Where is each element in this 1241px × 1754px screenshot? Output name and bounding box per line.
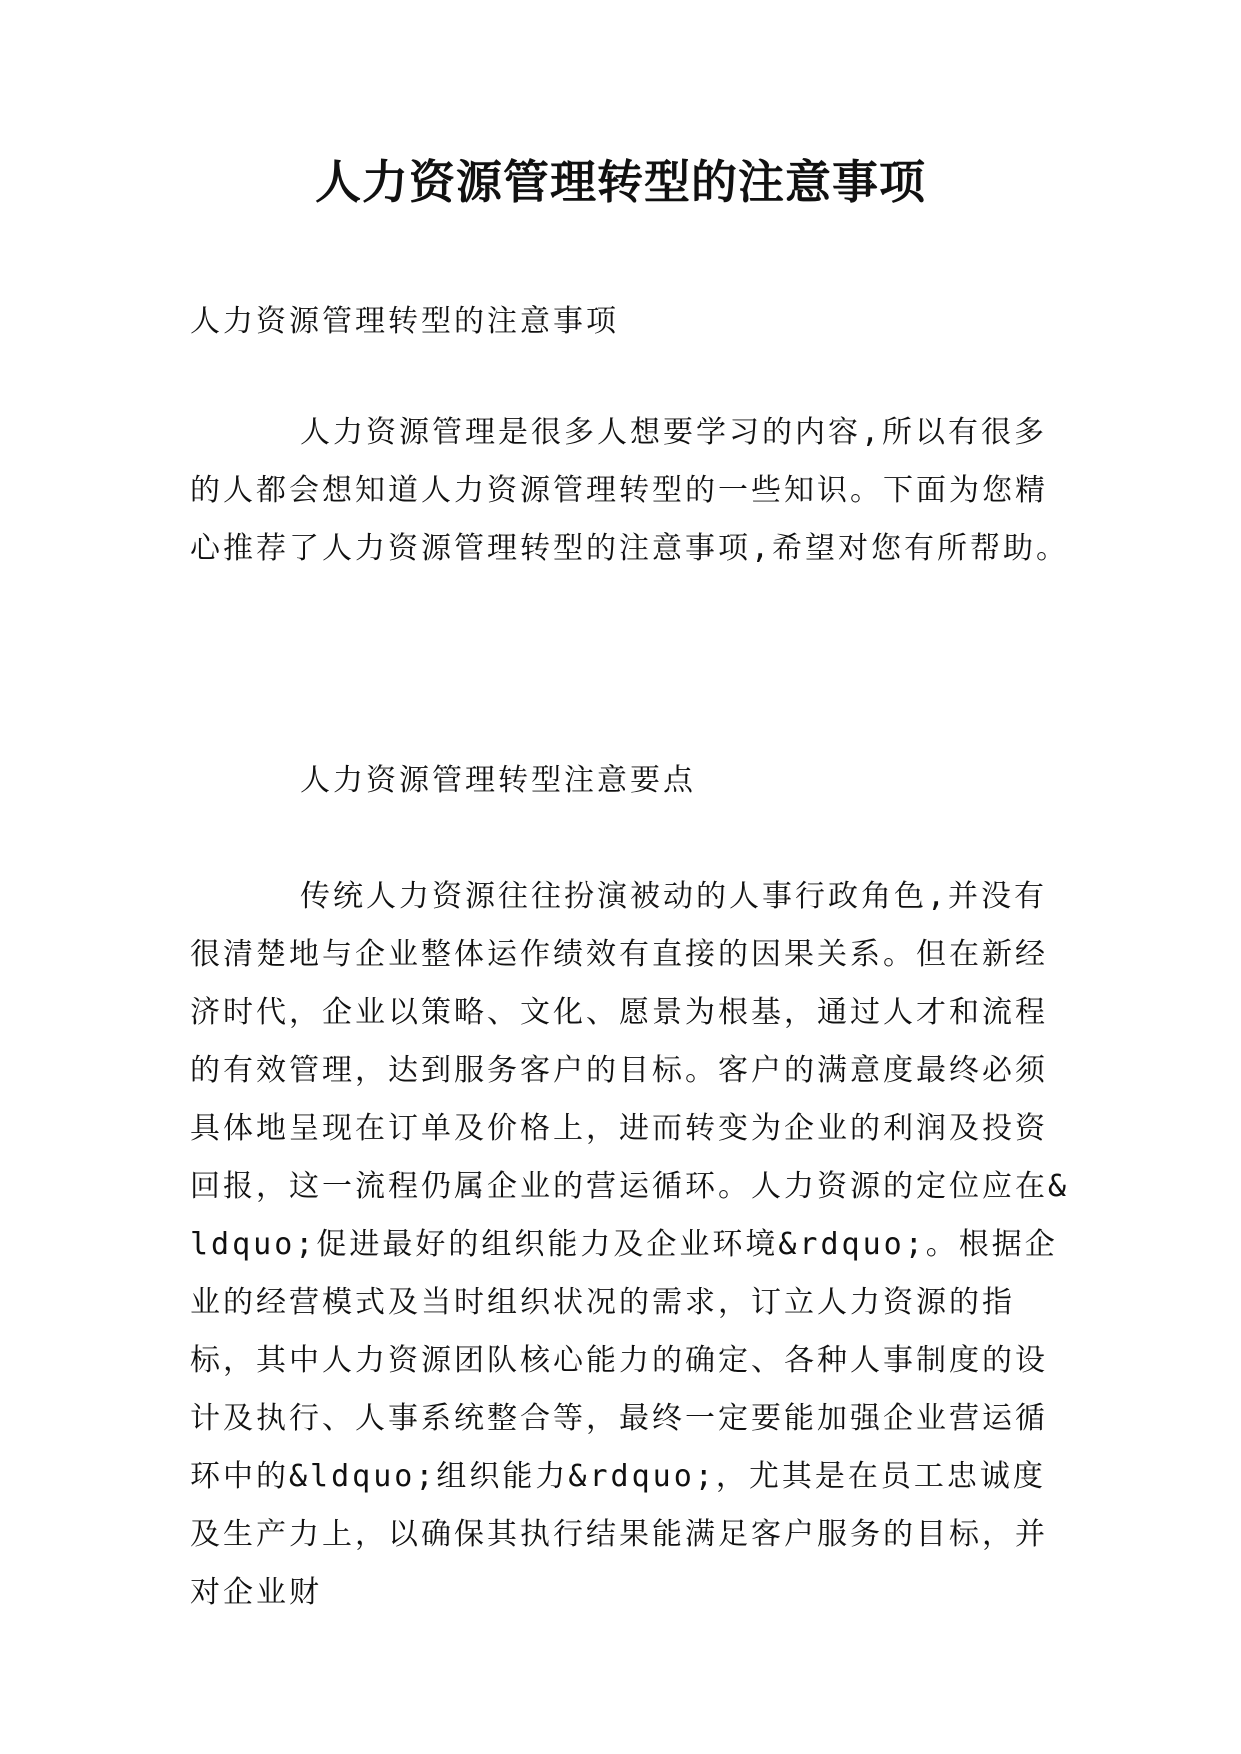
section-heading: 人力资源管理转型注意要点 [300,763,696,798]
document-subtitle: 人力资源管理转型的注意事项 [190,304,619,339]
intro-paragraph: 人力资源管理是很多人想要学习的内容,所以有很多的人都会想知道人力资源管理转型的一些知识。下面为您精心推荐了人力资源管理转型的注意事项,希望对您有所帮助。 [190,415,1070,566]
document-title: 人力资源管理转型的注意事项 [315,155,926,209]
body-paragraph: 传统人力资源往往扮演被动的人事行政角色,并没有很清楚地与企业整体运作绩效有直接的因果关系。但在新经济时代，企业以策略、文化、愿景为根基，通过人才和流程的有效管理，达到服务客户的目标。客户的满意度最终必须具体地呈现在订单及价格上，进而转变为企业的利润及投资回报，这一流程仍属企业的营运循环。人力资源的定位应在&ldquo;促进最好的组织能力及企业环境&rdquo;。根据企业的经营模式及当时组织状况的需求，订立人力资源的指标，其中人力资源团队核心能力的确定、各种人事制度的设计及执行、人事系统整合等，最终一定要能加强企业营运循环中的&ldquo;组织能力&rdquo;，尤其是在员工忠诚度及生产力上，以确保其执行结果能满足客户服务的目标，并对企业财 [190,879,1070,1610]
